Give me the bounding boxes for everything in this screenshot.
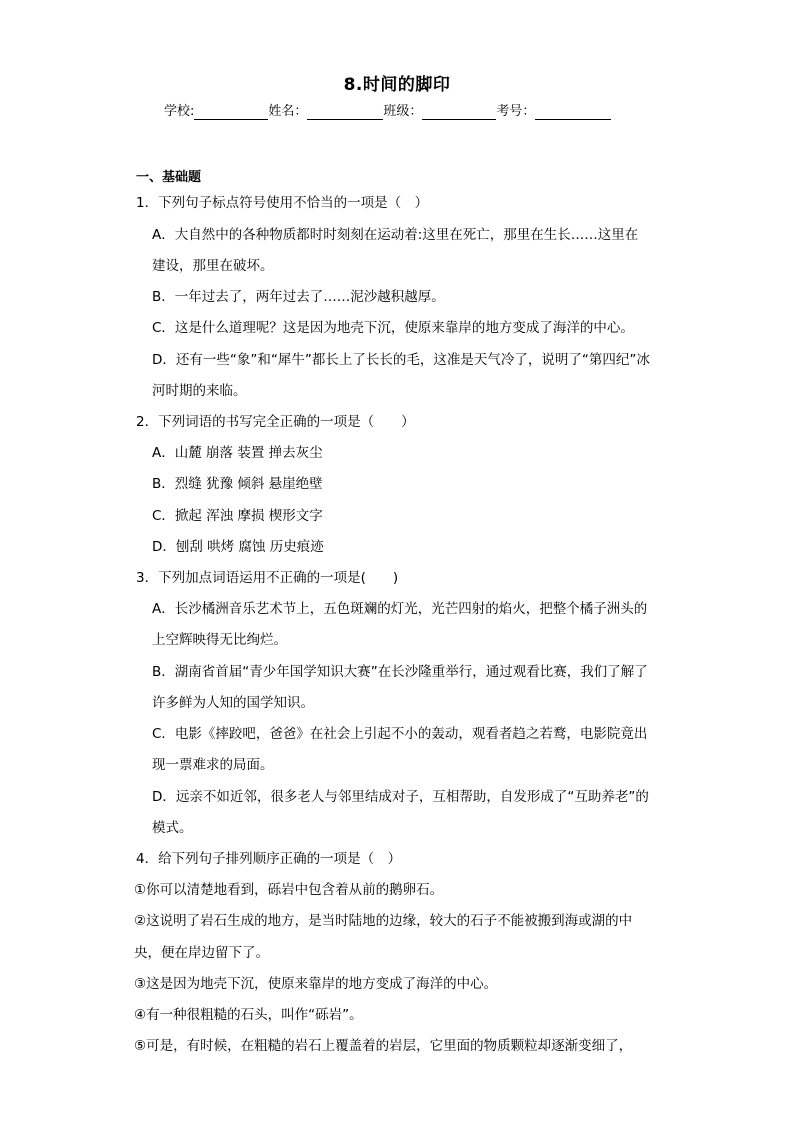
question-2-option-b: B．烈缝 犹豫 倾斜 悬崖绝壁 xyxy=(152,476,323,492)
school-label: 学校: xyxy=(164,104,195,119)
question-3-option-b-cont: 许多鲜为人知的国学知识。 xyxy=(152,695,314,711)
question-4-stem: 4．给下列句子排列顺序正确的一项是（ ） xyxy=(136,851,402,867)
question-1-option-b: B．一年过去了，两年过去了……泥沙越积越厚。 xyxy=(152,289,445,305)
question-4-sentence-2: ②这说明了岩石生成的地方，是当时陆地的边缘，较大的石子不能被搬到海或湖的中 xyxy=(134,913,633,929)
question-3-option-c-cont: 现一票难求的局面。 xyxy=(152,757,274,773)
question-1-option-d-cont: 河时期的来临。 xyxy=(152,383,247,399)
question-4-sentence-5: ⑤可是，有时候，在粗糙的岩石上覆盖着的岩层，它里面的物质颗粒却逐渐变细了， xyxy=(134,1038,633,1054)
name-label: 姓名： xyxy=(268,104,308,119)
question-2-stem: 2．下列词语的书写完全正确的一项是（ ） xyxy=(136,414,415,430)
question-3-option-a: A．长沙橘洲音乐艺术节上，五色斑斓的灯光，光芒四射的焰火，把整个橘子洲头的 xyxy=(152,601,648,617)
question-4-sentence-2-cont: 央，便在岸边留下了。 xyxy=(134,945,269,961)
question-3-stem: 3．下列加点词语运用不正确的一项是( ) xyxy=(136,570,399,586)
question-2-option-a: A．山麓 崩落 装置 掸去灰尘 xyxy=(152,445,323,461)
question-4-sentence-3: ③这是因为地壳下沉，使原来靠岸的地方变成了海洋的中心。 xyxy=(134,976,498,992)
page-title: 8.时间的脚印 xyxy=(343,75,451,95)
question-3-option-b: B．湖南省首届“青少年国学知识大赛”在长沙隆重举行，通过观看比赛，我们了解了 xyxy=(152,664,648,680)
class-label: 班级： xyxy=(383,104,423,119)
school-blank xyxy=(194,105,268,120)
question-1-option-a: A．大自然中的各种物质都时时刻刻在运动着:这里在死亡，那里在生长……这里在 xyxy=(152,227,639,243)
exam-number-blank xyxy=(535,105,611,120)
question-1-option-d: D．还有一些“象”和“犀牛”都长上了长长的毛，这准是天气冷了，说明了“第四纪”冰 xyxy=(152,352,650,368)
name-blank xyxy=(307,105,383,120)
question-2-option-d: D．刨刮 哄烤 腐蚀 历史痕迹 xyxy=(152,539,324,555)
question-3-option-d: D．远亲不如近邻，很多老人与邻里结成对子，互相帮助，自发形成了“互助养老”的 xyxy=(152,789,649,805)
question-1-stem: 1．下列句子标点符号使用不恰当的一项是（ ） xyxy=(136,195,429,211)
class-blank xyxy=(422,105,496,120)
question-4-sentence-1: ①你可以清楚地看到，砾岩中包含着从前的鹅卵石。 xyxy=(134,882,444,898)
question-1-option-c: C．这是什么道理呢？这是因为地壳下沉，使原来靠岸的地方变成了海洋的中心。 xyxy=(152,320,634,336)
question-2-option-c: C．掀起 浑浊 摩损 楔形文字 xyxy=(152,508,323,524)
question-3-option-a-cont: 上空辉映得无比绚烂。 xyxy=(152,632,287,648)
question-3-option-d-cont: 模式。 xyxy=(152,820,193,836)
exam-number-label: 考号： xyxy=(496,104,536,119)
question-4-sentence-4: ④有一种很粗糙的石头，叫作“砾岩”。 xyxy=(134,1007,363,1023)
question-3-option-c: C．电影《摔跤吧，爸爸》在社会上引起不小的轰动，观看者趋之若鹜，电影院竟出 xyxy=(152,726,648,742)
question-1-option-a-cont: 建设，那里在破坏。 xyxy=(152,258,274,274)
section-title: 一、基础题 xyxy=(136,170,202,185)
